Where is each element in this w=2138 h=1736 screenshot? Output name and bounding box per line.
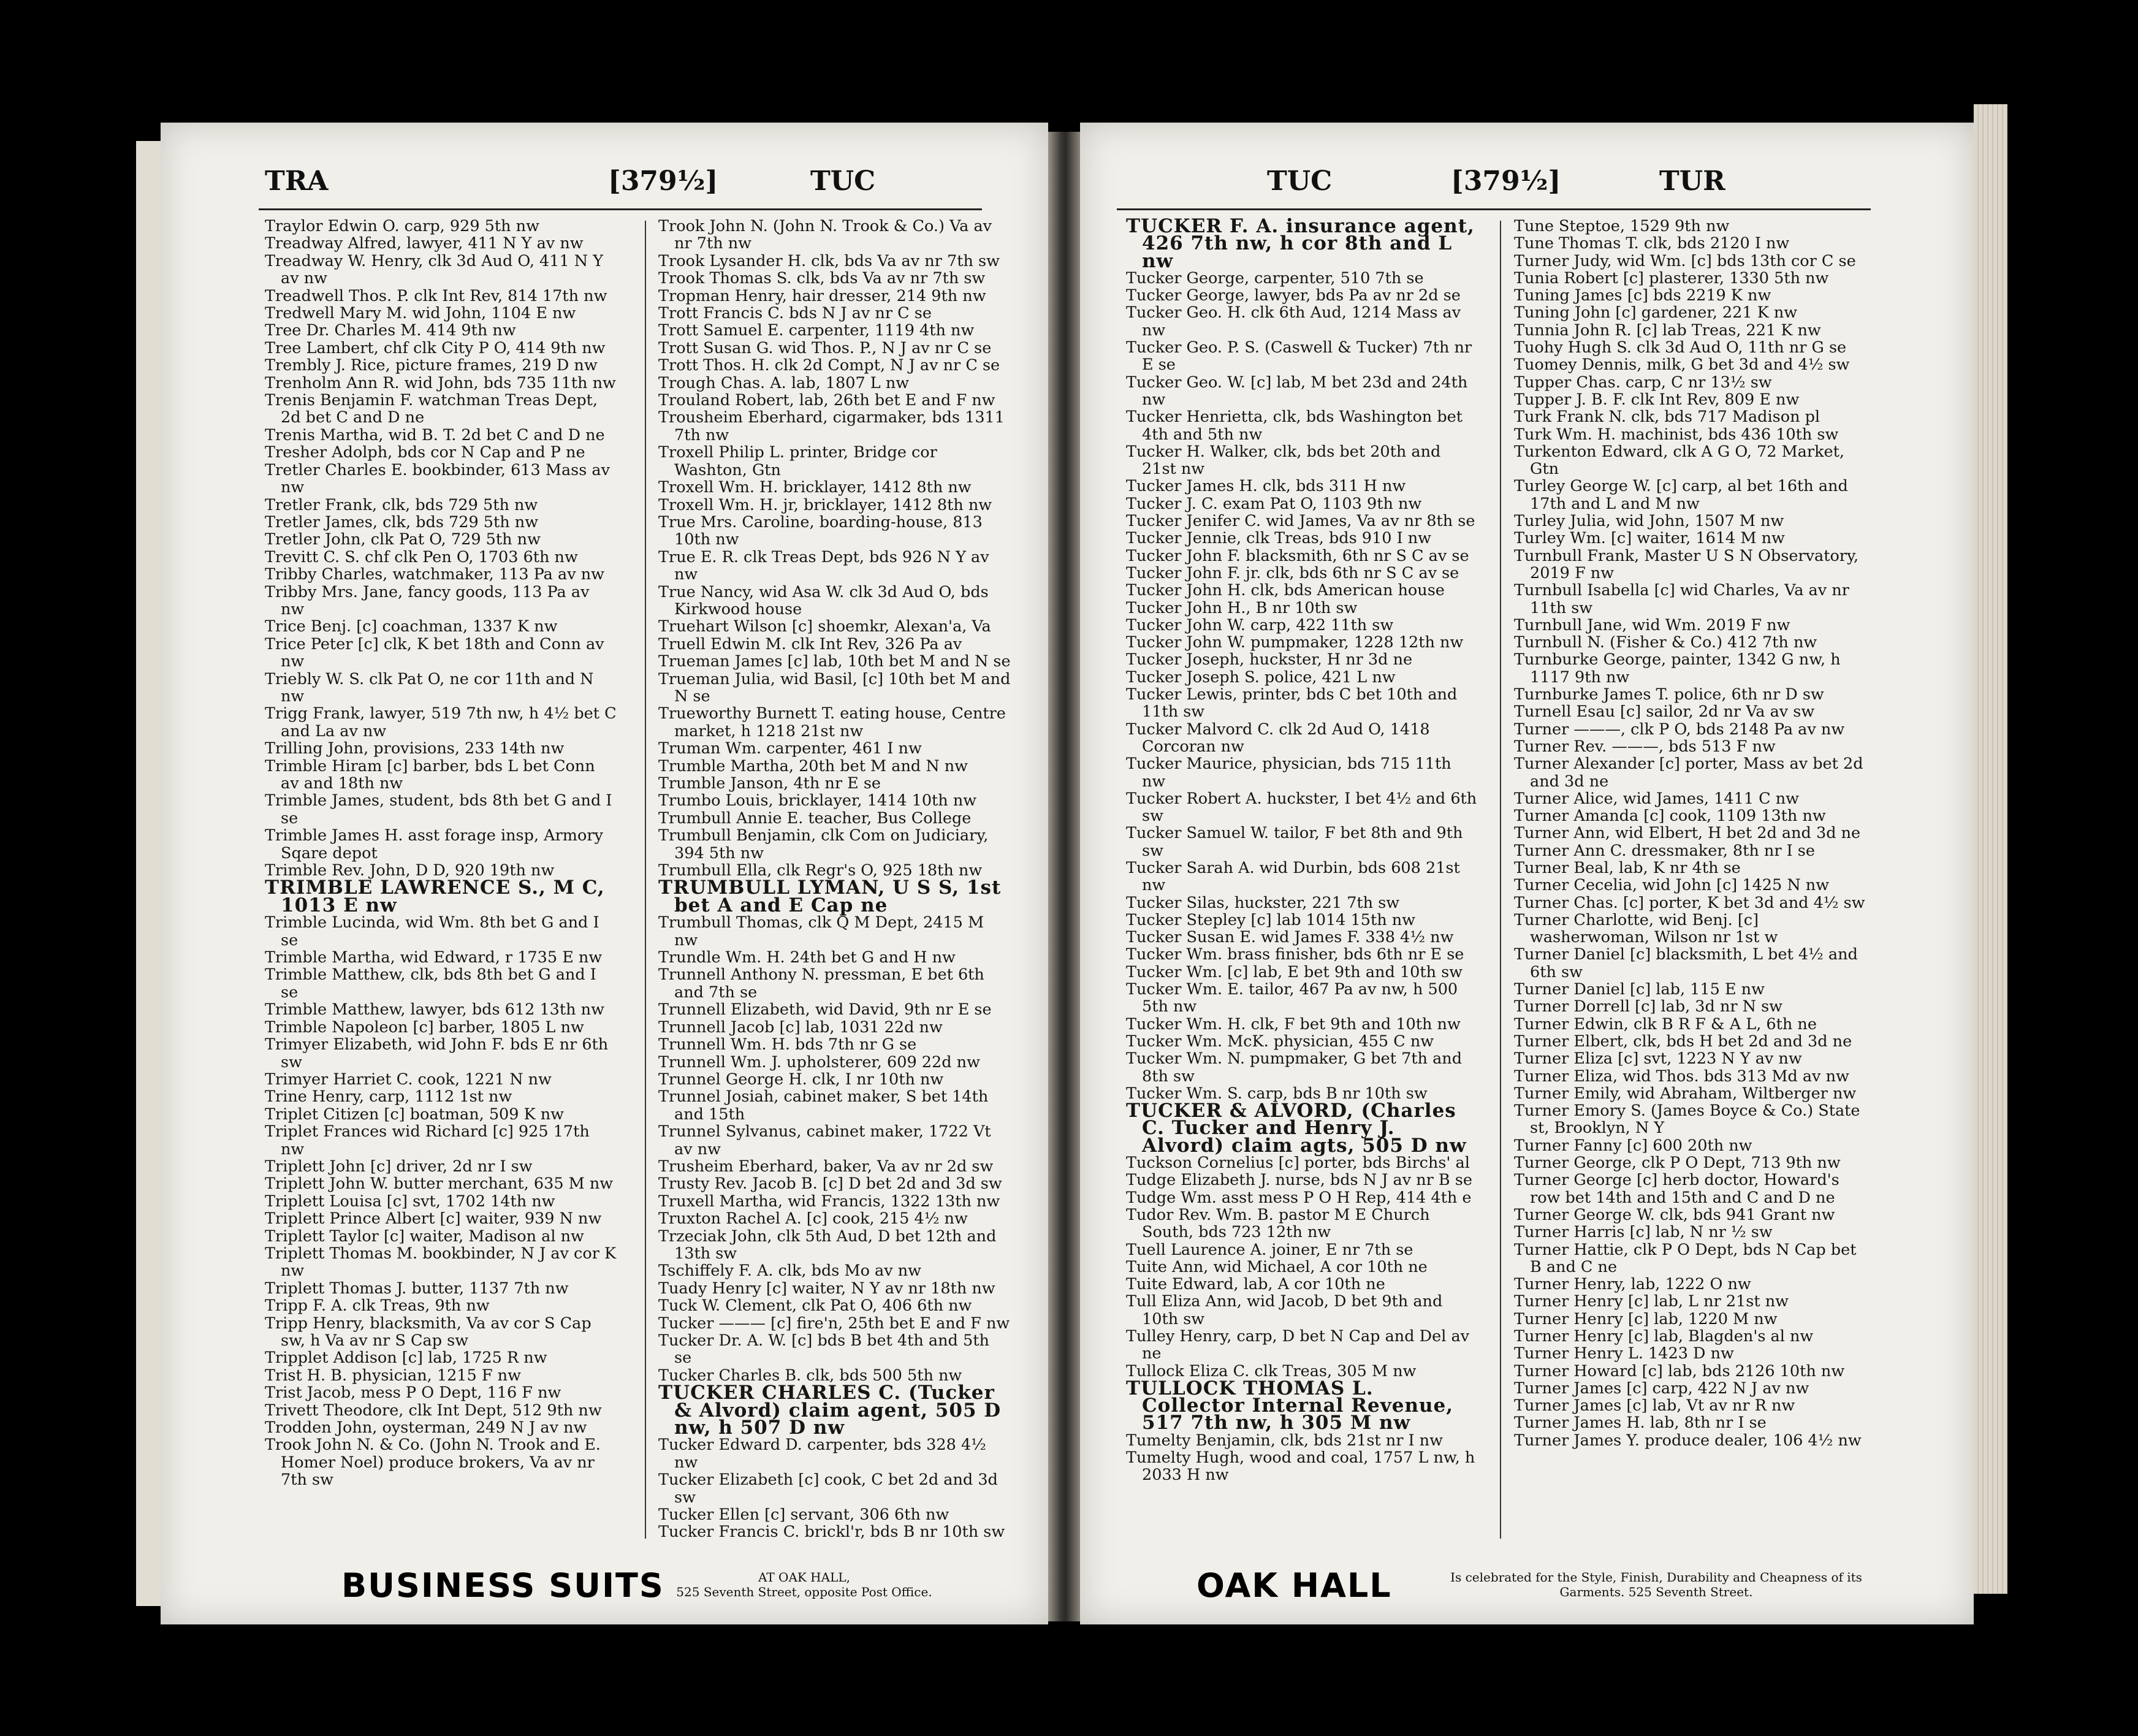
directory-entry: Trenis Benjamin F. watchman Treas Dept, 2d bet C and D ne [265, 391, 598, 427]
directory-entry: Trusty Rev. Jacob B. [c] D bet 2d and 3d sw [658, 1174, 1002, 1194]
directory-entry: Tucker Geo. P. S. (Caswell & Tucker) 7th nr E se [1126, 338, 1472, 375]
directory-entry: Tune Thomas T. clk, bds 2120 I nw [1514, 234, 1790, 253]
footer-ad-headline: OAK HALL [1196, 1566, 1392, 1605]
directory-entry: Trough Chas. A. lab, 1807 L nw [658, 373, 910, 392]
directory-entry: Triplett John [c] driver, 2d nr I sw [265, 1157, 533, 1176]
directory-entry: Truehart Wilson [c] shoemkr, Alexan'a, Va [658, 617, 991, 636]
directory-entry: Trunnel Sylvanus, cabinet maker, 1722 Vt av nw [658, 1122, 991, 1159]
header-rule [259, 208, 982, 210]
directory-entry: Trilling John, provisions, 233 14th nw [265, 739, 565, 758]
directory-entry: Triplet Citizen [c] boatman, 509 K nw [265, 1105, 565, 1124]
column-divider [645, 221, 646, 1539]
directory-entry: Trimble Hiram [c] barber, bds L bet Conn av and 18th nw [265, 756, 595, 793]
directory-entry: Turner Cecelia, wid John [c] 1425 N nw [1514, 876, 1830, 895]
directory-entry: Turner Ann C. dressmaker, 8th nr I se [1514, 841, 1815, 860]
directory-entry: Tucker Geo. H. clk 6th Aud, 1214 Mass av nw [1126, 303, 1461, 340]
directory-entry: Treadway Alfred, lawyer, 411 N Y av nw [265, 234, 584, 253]
directory-entry: Tucker John H., B nr 10th sw [1126, 598, 1358, 617]
directory-entry: Turner Harris [c] lab, N nr ½ sw [1514, 1223, 1773, 1242]
directory-entry: Tumelty Hugh, wood and coal, 1757 L nw, h 2033 H nw [1126, 1449, 1475, 1485]
left-page-footer-ad [161, 1566, 1048, 1609]
directory-entry: Trigg Frank, lawyer, 519 7th nw, h 4½ bet C and La av nw [265, 704, 617, 740]
directory-entry: Turley Wm. [c] waiter, 1614 M nw [1514, 529, 1785, 548]
left-page-column-2 [658, 218, 1011, 1541]
directory-entry: Turner Emily, wid Abraham, Wiltberger nw [1514, 1084, 1857, 1103]
directory-entry: Trunnell Anthony N. pressman, E bet 6th and 7th se [658, 965, 984, 1002]
directory-entry: Turley Julia, wid John, 1507 M nw [1514, 512, 1784, 531]
directory-entry: True Nancy, wid Asa W. clk 3d Aud O, bds Kirkwood house [658, 582, 989, 619]
directory-entry: Trumble Martha, 20th bet M and N nw [658, 756, 968, 775]
directory-entry: Turner ———, clk P O, bds 2148 Pa av nw [1514, 720, 1845, 739]
directory-entry: Tune Steptoe, 1529 9th nw [1514, 217, 1730, 235]
directory-entry: Tucker Susan E. wid James F. 338 4½ nw [1126, 928, 1454, 947]
directory-entry: Trunnell Jacob [c] lab, 1031 22d nw [658, 1018, 943, 1037]
directory-entry: Trice Peter [c] clk, K bet 18th and Conn av nw [265, 634, 604, 671]
directory-entry: Turner James Y. produce dealer, 106 4½ nw [1514, 1431, 1862, 1450]
directory-entry: Tucker Robert A. huckster, I bet 4½ and 6th sw [1126, 789, 1477, 826]
directory-entry: Trumbull Benjamin, clk Com on Judiciary, 394 5th nw [658, 826, 989, 862]
directory-entry: Trist H. B. physician, 1215 F nw [265, 1366, 521, 1385]
directory-entry: Tuck W. Clement, clk Pat O, 406 6th nw [658, 1296, 972, 1315]
directory-entry: Tripplet Addison [c] lab, 1725 R nw [265, 1349, 547, 1368]
directory-entry: Tucker J. C. exam Pat O, 1103 9th nw [1126, 494, 1422, 513]
directory-entry: Trueman James [c] lab, 10th bet M and N se [658, 652, 1011, 671]
directory-entry: Tucker George, lawyer, bds Pa av nr 2d se [1126, 286, 1461, 305]
directory-entry: Triplett Thomas M. bookbinder, N J av cor K nw [265, 1244, 617, 1281]
directory-entry: Trumbo Louis, bricklayer, 1414 10th nw [658, 791, 977, 810]
directory-entry: Trembly J. Rice, picture frames, 219 D nw [265, 356, 598, 375]
directory-entry: Turner Daniel [c] blacksmith, L bet 4½ and 6th sw [1514, 945, 1858, 981]
directory-entry: Turner Judy, wid Wm. [c] bds 13th cor C se [1514, 251, 1856, 270]
footer-ad-line-2: 525 Seventh Street, opposite Post Office. [676, 1585, 932, 1599]
directory-entry: Trott Francis C. bds N J av nr C se [658, 304, 932, 323]
directory-entry: Trunnell Wm. H. bds 7th nr G se [658, 1035, 917, 1054]
directory-entry: Turner Eliza, wid Thos. bds 313 Md av nw [1514, 1067, 1849, 1086]
directory-entry: Trevitt C. S. chf clk Pen O, 1703 6th nw [265, 547, 578, 566]
book-gutter [1048, 132, 1080, 1621]
directory-entry: Tucker Wm. McK. physician, 455 C nw [1126, 1032, 1434, 1051]
directory-entry: Tretler Charles E. bookbinder, 613 Mass av nw [265, 460, 611, 497]
directory-entry: Trusheim Eberhard, baker, Va av nr 2d sw [658, 1157, 994, 1176]
directory-entry: Trouland Robert, lab, 26th bet E and F nw [658, 391, 995, 410]
footer-ad-text [633, 1570, 976, 1599]
left-page-edge [136, 141, 161, 1606]
directory-entry: Trunnel George H. clk, I nr 10th nw [658, 1070, 944, 1089]
directory-entry: Turner George [c] herb doctor, Howard's row bet 14th and 15th and C and D ne [1514, 1171, 1839, 1207]
directory-entry: Tudge Elizabeth J. nurse, bds N J av nr B se [1126, 1171, 1472, 1190]
directory-entry: Tucker Dr. A. W. [c] bds B bet 4th and 5th se [658, 1331, 989, 1368]
directory-entry: Trueworthy Burnett T. eating house, Centre market, h 1218 21st nw [658, 704, 1006, 740]
directory-entry: Trumbull Thomas, clk Q M Dept, 2415 M nw [658, 913, 984, 950]
right-page [1080, 123, 1974, 1624]
directory-entry: Tucker Wm. H. clk, F bet 9th and 10th nw [1126, 1015, 1461, 1034]
directory-entry: Tschiffely F. A. clk, bds Mo av nw [658, 1262, 922, 1281]
right-page-footer-ad [1080, 1566, 1974, 1609]
header-page-number: [379½] [608, 166, 718, 197]
directory-entry: Tucker ——— [c] fire'n, 25th bet E and F nw [658, 1314, 1010, 1333]
directory-entry: Turnbull Jane, wid Wm. 2019 F nw [1514, 615, 1790, 634]
directory-entry: Trenis Martha, wid B. T. 2d bet C and D ne [265, 425, 605, 444]
directory-entry: True Mrs. Caroline, boarding-house, 813 10th nw [658, 512, 983, 549]
directory-entry: Truxell Martha, wid Francis, 1322 13th nw [658, 1192, 1000, 1211]
directory-entry: TRIMBLE LAWRENCE S., M C, 1013 E nw [265, 877, 605, 916]
directory-entry: Tretler James, clk, bds 729 5th nw [265, 512, 539, 531]
directory-entry: Tucker Charles B. clk, bds 500 5th nw [658, 1366, 962, 1385]
right-page-edge [1974, 104, 2007, 1594]
directory-entry: Tullock Eliza C. clk Treas, 305 M nw [1126, 1361, 1417, 1380]
directory-entry: Trott Susan G. wid Thos. P., N J av nr C se [658, 338, 992, 357]
directory-entry: Trumbull Ella, clk Regr's O, 925 18th nw [658, 861, 983, 880]
directory-entry: Trunnell Wm. J. upholsterer, 609 22d nw [658, 1053, 980, 1072]
directory-entry: Turkenton Edward, clk A G O, 72 Market, Gtn [1514, 442, 1844, 479]
right-page-column-1 [1126, 215, 1478, 1485]
directory-entry: Triplett Taylor [c] waiter, Madison al nw [265, 1227, 584, 1246]
directory-entry: Tuomey Dennis, milk, G bet 3d and 4½ sw [1514, 356, 1850, 375]
directory-entry: Trumbull Annie E. teacher, Bus College [658, 809, 972, 828]
directory-entry: Turner Rev. ———, bds 513 F nw [1514, 737, 1776, 756]
directory-entry: Tudor Rev. Wm. B. pastor M E Church South, bds 723 12th nw [1126, 1205, 1430, 1242]
directory-entry: Trine Henry, carp, 1112 1st nw [265, 1087, 512, 1106]
directory-entry: Turner Chas. [c] porter, K bet 3d and 4½ sw [1514, 893, 1865, 912]
directory-entry: Trimyer Elizabeth, wid John F. bds E nr 6th sw [265, 1035, 609, 1072]
directory-entry: Tupper J. B. F. clk Int Rev, 809 E nw [1514, 390, 1800, 409]
left-page [161, 123, 1048, 1624]
directory-entry: Tull Eliza Ann, wid Jacob, D bet 9th and 10th sw [1126, 1292, 1443, 1328]
directory-entry: Turner Amanda [c] cook, 1109 13th nw [1514, 807, 1826, 826]
directory-entry: Tuohy Hugh S. clk 3d Aud O, 11th nr G se [1514, 338, 1847, 357]
directory-entry: Trueman Julia, wid Basil, [c] 10th bet M and N se [658, 669, 1011, 706]
directory-entry: Trimble Matthew, clk, bds 8th bet G and I se [265, 965, 596, 1002]
directory-entry: Tuite Edward, lab, A cor 10th ne [1126, 1275, 1385, 1294]
directory-entry: Trimble Lucinda, wid Wm. 8th bet G and I se [265, 913, 599, 950]
directory-entry: TUCKER F. A. insurance agent, 426 7th nw, h cor 8th and L nw [1126, 215, 1475, 272]
directory-entry: Tretler John, clk Pat O, 729 5th nw [265, 530, 541, 549]
directory-entry: Tucker Sarah A. wid Durbin, bds 608 21st nw [1126, 858, 1460, 895]
directory-entry: Triebly W. S. clk Pat O, ne cor 11th and N nw [265, 669, 594, 706]
directory-entry: Tucker George, carpenter, 510 7th se [1126, 268, 1424, 287]
directory-entry: Tucker Lewis, printer, bds C bet 10th and 11th sw [1126, 685, 1458, 721]
directory-entry: Turner Henry L. 1423 D nw [1514, 1344, 1734, 1363]
directory-entry: Turnburke James T. police, 6th nr D sw [1514, 685, 1824, 704]
directory-entry: Tucker Wm. [c] lab, E bet 9th and 10th sw [1126, 962, 1463, 981]
directory-entry: TUCKER CHARLES C. (Tucker & Alvord) claim agent, 505 D nw, h 507 D nw [658, 1382, 1002, 1439]
directory-entry: Trumble Janson, 4th nr E se [658, 774, 881, 793]
directory-entry: Trook Lysander H. clk, bds Va av nr 7th sw [658, 251, 1000, 270]
footer-ad-headline: BUSINESS SUITS [341, 1566, 664, 1605]
directory-entry: Tucker Joseph S. police, 421 L nw [1126, 668, 1396, 687]
directory-entry: Tucker Maurice, physician, bds 715 11th nw [1126, 755, 1451, 791]
directory-entry: Trimble James H. asst forage insp, Armory Sqare depot [265, 826, 603, 862]
directory-entry: Tucker John W. carp, 422 11th sw [1126, 615, 1394, 634]
directory-entry: Trundle Wm. H. 24th bet G and H nw [658, 948, 956, 967]
directory-entry: Tucker Francis C. brickl'r, bds B nr 10th sw [658, 1523, 1005, 1542]
directory-entry: Tunia Robert [c] plasterer, 1330 5th nw [1514, 268, 1829, 287]
directory-entry: Tucker Wm. brass finisher, bds 6th nr E se [1126, 945, 1464, 964]
directory-entry: Tucker Stepley [c] lab 1014 15th nw [1126, 910, 1415, 929]
directory-entry: Tucker Henrietta, clk, bds Washington bet 4th and 5th nw [1126, 408, 1463, 444]
directory-entry: Truman Wm. carpenter, 461 I nw [658, 739, 922, 758]
directory-entry: Tulley Henry, carp, D bet N Cap and Del av ne [1126, 1327, 1470, 1363]
directory-entry: Trousheim Eberhard, cigarmaker, bds 1311 7th nw [658, 408, 1005, 444]
directory-entry: Triplett John W. butter merchant, 635 M nw [265, 1174, 614, 1194]
directory-entry: Turner Beal, lab, K nr 4th se [1514, 858, 1741, 877]
directory-entry: Turnbull Frank, Master U S N Observatory, 2019 F nw [1514, 546, 1859, 582]
directory-entry: Trook Thomas S. clk, bds Va av nr 7th sw [658, 269, 986, 288]
directory-entry: Trimble Rev. John, D D, 920 19th nw [265, 861, 555, 880]
footer-ad-line-1: Is celebrated for the Style, Finish, Durability and Cheapness of its Garments. 525 Seventh Street. [1450, 1570, 1862, 1599]
directory-entry: Tree Dr. Charles M. 414 9th nw [265, 321, 516, 340]
directory-entry: Turnell Esau [c] sailor, 2d nr Va av sw [1514, 702, 1815, 721]
directory-entry: Turner Henry [c] lab, L nr 21st nw [1514, 1292, 1789, 1311]
directory-entry: Turner Ann, wid Elbert, H bet 2d and 3d ne [1514, 824, 1861, 843]
directory-entry: Turner James H. lab, 8th nr I se [1514, 1414, 1767, 1433]
directory-entry: Tucker Edward D. carpenter, bds 328 4½ nw [658, 1436, 986, 1472]
directory-entry: Truell Edwin M. clk Int Rev, 326 Pa av [658, 634, 962, 653]
directory-entry: Trimyer Harriet C. cook, 1221 N nw [265, 1070, 552, 1089]
directory-entry: Turnbull Isabella [c] wid Charles, Va av nr 11th sw [1514, 581, 1849, 617]
directory-entry: Trunnell Elizabeth, wid David, 9th nr E se [658, 1000, 992, 1019]
directory-entry: Trivett Theodore, clk Int Dept, 512 9th nw [265, 1401, 602, 1420]
directory-entry: TRUMBULL LYMAN, U S S, 1st bet A and E Cap ne [658, 877, 1002, 916]
directory-entry: Turner Elbert, clk, bds H bet 2d and 3d ne [1514, 1032, 1852, 1051]
directory-entry: Tretler Frank, clk, bds 729 5th nw [265, 495, 538, 514]
directory-entry: Turk Frank N. clk, bds 717 Madison pl [1514, 408, 1820, 427]
directory-entry: Turner James [c] carp, 422 N J av nw [1514, 1379, 1809, 1398]
directory-entry: Turk Wm. H. machinist, bds 436 10th sw [1514, 425, 1839, 444]
directory-entry: Triplet Frances wid Richard [c] 925 17th nw [265, 1122, 590, 1159]
directory-entry: Tresher Adolph, bds cor N Cap and P ne [265, 443, 585, 462]
header-right-guide: TUC [810, 166, 876, 197]
directory-entry: Trimble Matthew, lawyer, bds 612 13th nw [265, 1000, 604, 1019]
directory-entry: Tuite Ann, wid Michael, A cor 10th ne [1126, 1257, 1428, 1276]
directory-entry: Tripp Henry, blacksmith, Va av cor S Cap sw, h Va av nr S Cap sw [265, 1314, 592, 1350]
directory-entry: Treadwell Thos. P. clk Int Rev, 814 17th nw [265, 286, 607, 305]
directory-entry: Tucker H. Walker, clk, bds bet 20th and 21st nw [1126, 442, 1441, 479]
directory-entry: Truxton Rachel A. [c] cook, 215 4½ nw [658, 1209, 968, 1228]
directory-entry: Trimble Martha, wid Edward, r 1735 E nw [265, 948, 603, 967]
directory-entry: Tuning John [c] gardener, 221 K nw [1514, 303, 1798, 322]
directory-entry: Tudge Wm. asst mess P O H Rep, 414 4th e [1126, 1188, 1472, 1207]
directory-entry: Tropman Henry, hair dresser, 214 9th nw [658, 286, 986, 305]
directory-entry: Tree Lambert, chf clk City P O, 414 9th nw [265, 338, 606, 357]
directory-entry: Tucker Jenifer C. wid James, Va av nr 8th se [1126, 512, 1475, 531]
directory-entry: Trook John N. (John N. Trook & Co.) Va av nr 7th nw [658, 217, 992, 253]
directory-entry: Tupper Chas. carp, C nr 13½ sw [1514, 373, 1772, 392]
directory-entry: Trott Samuel E. carpenter, 1119 4th nw [658, 321, 975, 340]
directory-entry: Tucker Wm. N. pumpmaker, G bet 7th and 8th sw [1126, 1049, 1463, 1086]
footer-ad-text [1436, 1570, 1877, 1599]
directory-entry: Tucker Wm. S. carp, bds B nr 10th sw [1126, 1084, 1428, 1103]
directory-entry: Traylor Edwin O. carp, 929 5th nw [265, 217, 539, 235]
directory-entry: Tuell Laurence A. joiner, E nr 7th se [1126, 1240, 1413, 1259]
directory-entry: Troxell Philip L. printer, Bridge cor Washton, Gtn [658, 443, 937, 479]
directory-entry: Triplett Thomas J. butter, 1137 7th nw [265, 1279, 569, 1298]
directory-entry: Turner Eliza [c] svt, 1223 N Y av nw [1514, 1049, 1802, 1068]
header-page-number: [379½] [1451, 166, 1561, 197]
directory-entry: Trook John N. & Co. (John N. Trook and E. Homer Noel) produce brokers, Va av nr 7th sw [265, 1436, 601, 1490]
directory-entry: Trimble Napoleon [c] barber, 1805 L nw [265, 1018, 584, 1037]
directory-entry: Troxell Wm. H. bricklayer, 1412 8th nw [658, 478, 972, 497]
directory-entry: Tribby Mrs. Jane, fancy goods, 113 Pa av nw [265, 582, 590, 619]
directory-entry: Turner Henry [c] lab, 1220 M nw [1514, 1309, 1778, 1328]
column-divider [1500, 221, 1501, 1539]
directory-entry: Turley George W. [c] carp, al bet 16th and 17th and L and M nw [1514, 477, 1848, 513]
directory-entry: Trzeciak John, clk 5th Aud, D bet 12th and 13th sw [658, 1227, 997, 1263]
directory-entry: Turner Henry, lab, 1222 O nw [1514, 1275, 1751, 1294]
header-left-guide: TUC [1267, 166, 1333, 197]
directory-entry: Tucker Samuel W. tailor, F bet 8th and 9th sw [1126, 824, 1463, 860]
directory-entry: Tucker Jennie, clk Treas, bds 910 I nw [1126, 529, 1431, 548]
directory-entry: Turner James [c] lab, Vt av nr R nw [1514, 1396, 1795, 1415]
directory-entry: Tuckson Cornelius [c] porter, bds Birchs' al [1126, 1154, 1470, 1173]
directory-entry: Trott Thos. H. clk 2d Compt, N J av nr C se [658, 356, 1000, 375]
directory-entry: Trimble James, student, bds 8th bet G and I se [265, 791, 612, 828]
header-rule [1117, 208, 1871, 210]
directory-entry: True E. R. clk Treas Dept, bds 926 N Y av nw [658, 547, 989, 584]
directory-entry: Tuady Henry [c] waiter, N Y av nr 18th nw [658, 1279, 995, 1298]
directory-entry: Tucker Geo. W. [c] lab, M bet 23d and 24th nw [1126, 373, 1468, 409]
header-left-guide: TRA [265, 166, 329, 197]
directory-entry: Trunnel Josiah, cabinet maker, S bet 14th and 15th [658, 1087, 989, 1124]
directory-entry: Turner Alice, wid James, 1411 C nw [1514, 789, 1800, 808]
directory-entry: Tredwell Mary M. wid John, 1104 E nw [265, 304, 576, 323]
directory-entry: Tucker John F. blacksmith, 6th nr S C av se [1126, 546, 1469, 565]
directory-entry: Tribby Charles, watchmaker, 113 Pa av nw [265, 565, 604, 584]
left-page-column-1 [265, 218, 617, 1489]
directory-entry: Tucker John F. jr. clk, bds 6th nr S C av se [1126, 563, 1459, 582]
directory-entry: Tucker James H. clk, bds 311 H nw [1126, 477, 1406, 496]
directory-entry: Turner Dorrell [c] lab, 3d nr N sw [1514, 997, 1782, 1016]
directory-entry: Turner Hattie, clk P O Dept, bds N Cap bet B and C ne [1514, 1240, 1857, 1276]
directory-entry: Tucker Wm. E. tailor, 467 Pa av nw, h 500 5th nw [1126, 980, 1458, 1016]
directory-entry: Tucker Joseph, huckster, H nr 3d ne [1126, 650, 1413, 669]
directory-entry: Tunnia John R. [c] lab Treas, 221 K nw [1514, 321, 1821, 340]
directory-entry: Troxell Wm. H. jr, bricklayer, 1412 8th nw [658, 495, 992, 514]
directory-entry: Tucker John W. pumpmaker, 1228 12th nw [1126, 633, 1464, 652]
directory-entry: Turner Fanny [c] 600 20th nw [1514, 1136, 1752, 1155]
directory-entry: Trist Jacob, mess P O Dept, 116 F nw [265, 1384, 561, 1403]
directory-entry: Triplett Prince Albert [c] waiter, 939 N nw [265, 1209, 602, 1228]
right-page-column-2 [1514, 218, 1866, 1449]
directory-entry: Turner George W. clk, bds 941 Grant nw [1514, 1205, 1835, 1224]
directory-entry: Trodden John, oysterman, 249 N J av nw [265, 1418, 587, 1437]
directory-entry: Treadway W. Henry, clk 3d Aud O, 411 N Y av nw [265, 251, 604, 288]
directory-entry: Turner Alexander [c] porter, Mass av bet 2d and 3d ne [1514, 755, 1863, 791]
directory-entry: Tucker Ellen [c] servant, 306 6th nw [658, 1506, 949, 1525]
directory-entry: TUCKER & ALVORD, (Charles C. Tucker and Henry J. Alvord) claim agts, 505 D nw [1126, 1100, 1467, 1157]
directory-entry: Tuning James [c] bds 2219 K nw [1514, 286, 1771, 305]
right-page-header [1080, 166, 1974, 208]
directory-entry: Tripp F. A. clk Treas, 9th nw [265, 1296, 490, 1315]
directory-entry: Tumelty Benjamin, clk, bds 21st nr I nw [1126, 1431, 1443, 1450]
directory-entry: Turner Daniel [c] lab, 115 E nw [1514, 980, 1765, 999]
directory-entry: Turner Howard [c] lab, bds 2126 10th nw [1514, 1361, 1845, 1380]
directory-entry: Turner Charlotte, wid Benj. [c] washerwoman, Wilson nr 1st w [1514, 910, 1778, 947]
directory-entry: Tucker John H. clk, bds American house [1126, 581, 1445, 600]
directory-entry: Tucker Malvord C. clk 2d Aud O, 1418 Corcoran nw [1126, 720, 1430, 756]
left-page-header [161, 166, 1048, 208]
directory-entry: Tucker Elizabeth [c] cook, C bet 2d and 3d sw [658, 1471, 998, 1507]
directory-entry: TULLOCK THOMAS L. Collector Internal Revenue, 517 7th nw, h 305 M nw [1126, 1377, 1454, 1434]
directory-entry: Turnburke George, painter, 1342 G nw, h 1117 9th nw [1514, 650, 1841, 687]
footer-ad-line-1: AT OAK HALL, [758, 1570, 850, 1585]
directory-entry: Turner Edwin, clk B R F & A L, 6th ne [1514, 1015, 1817, 1034]
directory-entry: Tucker Silas, huckster, 221 7th sw [1126, 893, 1400, 912]
directory-entry: Trenholm Ann R. wid John, bds 735 11th nw [265, 373, 616, 392]
directory-entry: Turner George, clk P O Dept, 713 9th nw [1514, 1154, 1841, 1173]
directory-entry: Turner Henry [c] lab, Blagden's al nw [1514, 1327, 1814, 1346]
directory-entry: Trice Benj. [c] coachman, 1337 K nw [265, 617, 558, 636]
directory-entry: Triplett Louisa [c] svt, 1702 14th nw [265, 1192, 555, 1211]
directory-entry: Turnbull N. (Fisher & Co.) 412 7th nw [1514, 633, 1817, 652]
directory-entry: Turner Emory S. (James Boyce & Co.) State st, Brooklyn, N Y [1514, 1102, 1860, 1138]
header-right-guide: TUR [1659, 166, 1725, 197]
